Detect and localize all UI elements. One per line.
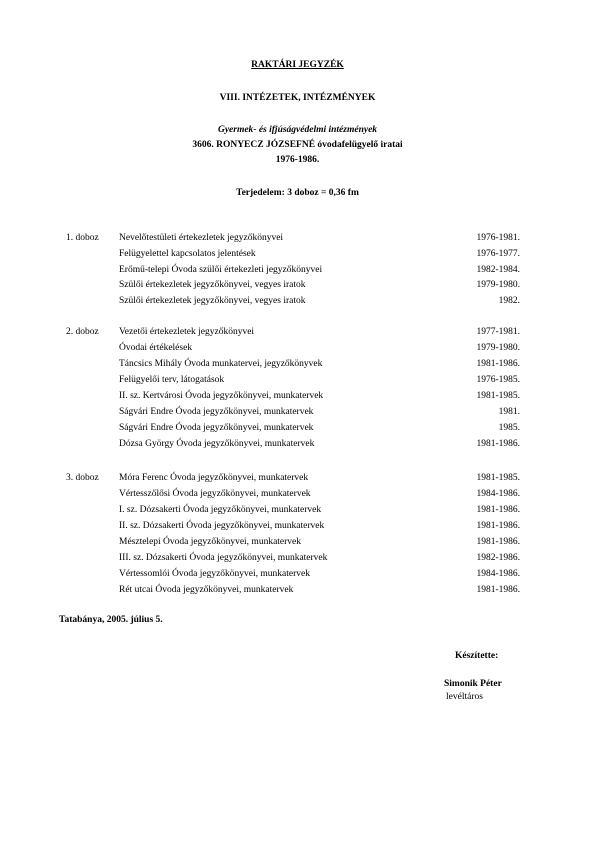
item-text: Táncsics Mihály Óvoda munkatervei, jegyzőkönyvek — [119, 359, 323, 369]
list-item — [119, 584, 520, 596]
item-text: Erőmű-telepi Óvoda szülői értekezleti jegyzőkönyvei — [119, 265, 323, 275]
item-years: 1979-1980. — [476, 280, 520, 290]
item-text: Nevelőtestületi értekezletek jegyzőkönyvei — [119, 233, 284, 243]
item-years: 1984-1986. — [476, 489, 520, 499]
list-item — [119, 390, 520, 402]
fond-years: 1976-1986. — [275, 155, 320, 165]
item-years: 1979-1980. — [476, 343, 520, 353]
category-heading: Gyermek- és ifjúságvédelmi intézmények — [217, 125, 378, 135]
place-date: Tatabánya, 2005. július 5. — [59, 615, 163, 625]
item-text: Móra Ferenc Óvoda jegyzőkönyvei, munkatervek — [119, 473, 309, 483]
list-item — [119, 374, 520, 386]
item-years: 1981-1986. — [476, 521, 520, 531]
list-item — [119, 438, 520, 450]
item-years: 1976-1981. — [476, 233, 520, 243]
item-text: Felügyelői terv, látogatások — [119, 375, 225, 385]
item-years: 1981-1986. — [476, 537, 520, 547]
item-text: Ságvári Endre Óvoda jegyzőkönyvei, munkatervek — [119, 423, 314, 433]
list-item — [119, 358, 520, 370]
list-item — [119, 552, 520, 564]
box-label: 3. doboz — [66, 473, 99, 483]
item-text: II. sz. Kertvárosi Óvoda jegyzőkönyvei, munkatervek — [119, 391, 324, 401]
list-item — [119, 488, 520, 500]
item-years: 1982. — [498, 296, 520, 306]
box-label: 1. doboz — [66, 233, 99, 243]
item-years: 1977-1981. — [476, 327, 520, 337]
item-years: 1981-1986. — [476, 505, 520, 515]
list-item — [119, 504, 520, 516]
item-text: Felügyelettel kapcsolatos jelentések — [119, 249, 256, 259]
list-item — [119, 232, 520, 244]
item-years: 1981-1986. — [476, 439, 520, 449]
item-years: 1981-1986. — [476, 585, 520, 595]
list-item — [119, 264, 520, 276]
item-text: Mésztelepi Óvoda jegyzőkönyvei, munkatervek — [119, 537, 302, 547]
item-text: Óvodai értékelések — [119, 343, 193, 353]
item-text: Ságvári Endre Óvoda jegyzőkönyvei, munkatervek — [119, 407, 314, 417]
item-text: Rét utcai Óvoda jegyzőkönyvei, munkatervek — [119, 585, 294, 595]
fond-heading: 3606. RONYECZ JÓZSEFNÉ óvodafelügyelő iratai — [192, 140, 403, 150]
item-text: Szülői értekezletek jegyzőkönyvei, vegyes iratok — [119, 280, 306, 290]
item-text: Szülői értekezletek jegyzőkönyvei, vegyes iratok — [119, 296, 306, 306]
item-years: 1984-1986. — [476, 569, 520, 579]
author-title: levéltáros — [446, 692, 483, 702]
item-years: 1981. — [498, 407, 520, 417]
list-item — [119, 568, 520, 580]
list-item — [119, 279, 520, 291]
prepared-by-label: Készítette: — [455, 651, 499, 661]
item-text: Vértesszőlősi Óvoda jegyzőkönyvei, munkatervek — [119, 489, 311, 499]
box-label: 2. doboz — [66, 327, 99, 337]
item-years: 1985. — [498, 423, 520, 433]
list-item — [119, 520, 520, 532]
item-text: III. sz. Dózsakerti Óvoda jegyzőkönyvei, munkatervek — [119, 553, 328, 563]
item-years: 1976-1977. — [476, 249, 520, 259]
list-item — [119, 536, 520, 548]
list-item — [119, 342, 520, 354]
item-text: Dózsa György Óvoda jegyzőkönyvei, munkatervek — [119, 439, 315, 449]
item-years: 1982-1984. — [476, 265, 520, 275]
item-years: 1981-1986. — [476, 359, 520, 369]
list-item — [119, 406, 520, 418]
list-item — [119, 326, 520, 338]
item-text: II. sz. Dózsakerti Óvoda jegyzőkönyvei, munkatervek — [119, 521, 325, 531]
item-years: 1982-1986. — [476, 553, 520, 563]
author-name: Simonik Péter — [444, 679, 502, 689]
list-item — [119, 248, 520, 260]
extent-line: Terjedelem: 3 doboz = 0,36 fm — [236, 188, 359, 198]
item-years: 1976-1985. — [476, 375, 520, 385]
item-years: 1981-1985. — [476, 391, 520, 401]
list-item — [119, 422, 520, 434]
list-item — [119, 295, 520, 307]
section-heading: VIII. INTÉZETEK, INTÉZMÉNYEK — [219, 93, 376, 103]
item-text: Vértessomlói Óvoda jegyzőkönyvei, munkatervek — [119, 569, 311, 579]
item-text: Vezetői értekezletek jegyzőkönyvei — [119, 327, 255, 337]
document-title: RAKTÁRI JEGYZÉK — [251, 60, 344, 70]
item-years: 1981-1985. — [476, 473, 520, 483]
item-text: I. sz. Dózsakerti Óvoda jegyzőkönyvei, munkatervek — [119, 505, 322, 515]
list-item — [119, 472, 520, 484]
